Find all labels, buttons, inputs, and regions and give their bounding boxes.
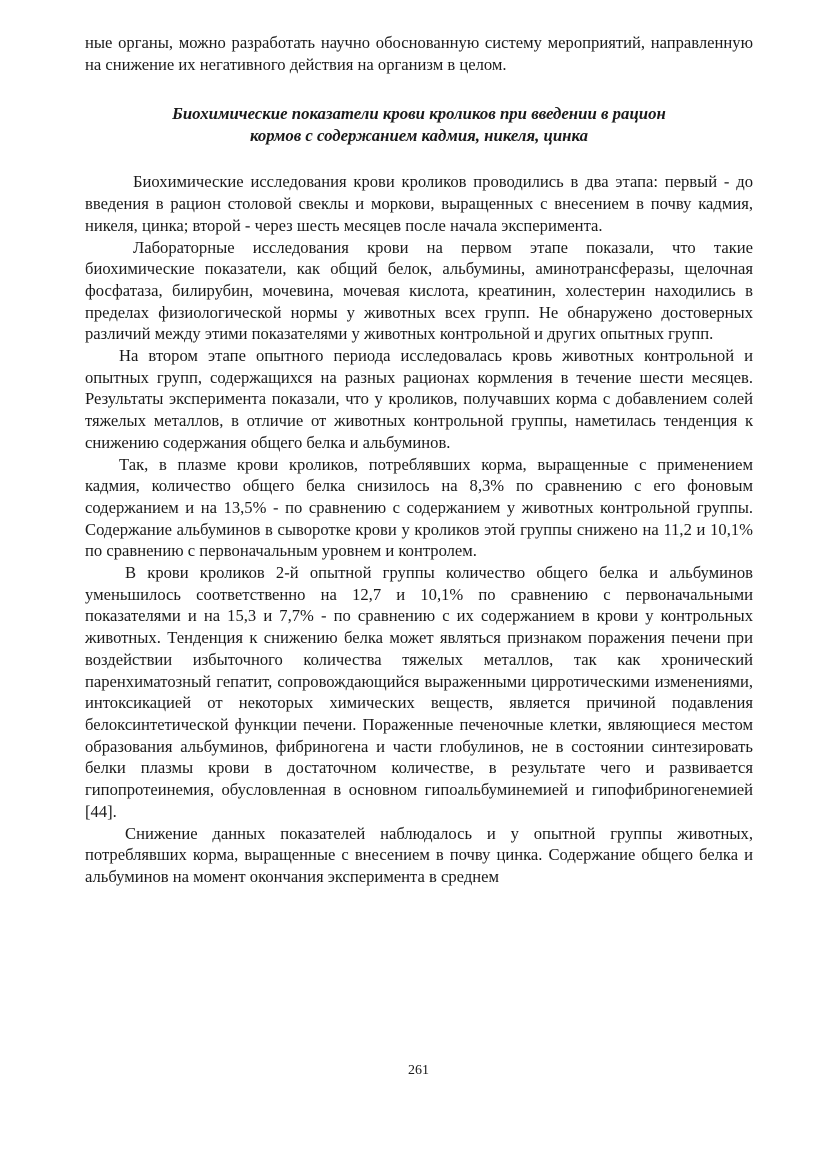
paragraph-6: Снижение данных показателей наблюдалось и у опытной группы животных, потреблявших корма, выращенные с внесением в почву цинка. Содержание общего белка и альбуминов на момент окончания эксперимента в среднем [85,823,753,886]
paragraph-4: Так, в плазме крови кроликов, потреблявших корма, выращенные с применением кадмия, количество общего белка снизилось на 8,3% по сравнению с его фоновым содержанием и на 13,5% - по сравнению с содержанием у животных контрольной группы. Содержание альбуминов в сыворотке крови у кроликов этой группы снижено на 11,2 и 10,1% по сравнению с первоначальным уровнем и контролем. [85,454,753,561]
page-number: 261 [408,1063,429,1078]
intro-paragraph: ные органы, можно разработать научно обоснованную систему мероприятий, направленную на снижение их негативного действия на организм в целом. [85,33,753,74]
paragraph-1: Биохимические исследования крови кроликов проводились в два этапа: первый - до введения в рацион столовой свеклы и моркови, выращенных с внесением в почву кадмия, никеля, цинка; второй - через шесть месяцев после начала эксперимента. [85,172,753,235]
section-heading-line-1: Биохимические показатели крови кроликов при введении в рацион [172,104,666,124]
section-heading-line-2: кормов с содержанием кадмия, никеля, цинка [250,126,588,146]
paragraph-2: Лабораторные исследования крови на первом этапе показали, что такие биохимические показатели, как общий белок, альбумины, аминотрансферазы, щелочная фосфатаза, билирубин, мочевина, мочевая кислота, креатинин, холестерин находились в пределах физиологической нормы у животных всех групп. Не обнаружено достоверных различий между этими показателями у животных контрольной и других опытных групп. [85,237,753,344]
section-heading [85,103,753,147]
paragraph-3: На втором этапе опытного периода исследовалась кровь животных контрольной и опытных групп, содержащихся на разных рационах кормления в течение шести месяцев. Результаты эксперимента показали, что у кроликов, получавших корма с добавлением солей тяжелых металлов, в отличие от животных контрольной группы, наметилась тенденция к снижению содержания общего белка и альбуминов. [85,346,753,452]
paragraph-5: В крови кроликов 2-й опытной группы количество общего белка и альбуминов уменьшилось соответственно на 12,7 и 10,1% по сравнению с первоначальными показателями и на 15,3 и 7,7% - по сравнению с их содержанием в крови у контрольных животных. Тенденция к снижению белка может являться признаком поражения печени при воздействии избыточного количества тяжелых металлов, так как хронический паренхиматозный гепатит, сопровождающийся выраженными цирротическими изменениями, интоксикацией от некоторых химических веществ, является причиной подавления белоксинтетической функции печени. Пораженные печеночные клетки, являющиеся местом образования альбуминов, фибриногена и части глобулинов, не в состоянии синтезировать белки плазмы крови в достаточном количестве, в результате чего и развивается гипопротеинемия, обусловленная в основном гипоальбуминемией и гипофибриногенемией [44]. [85,563,753,821]
document-page [85,32,753,888]
